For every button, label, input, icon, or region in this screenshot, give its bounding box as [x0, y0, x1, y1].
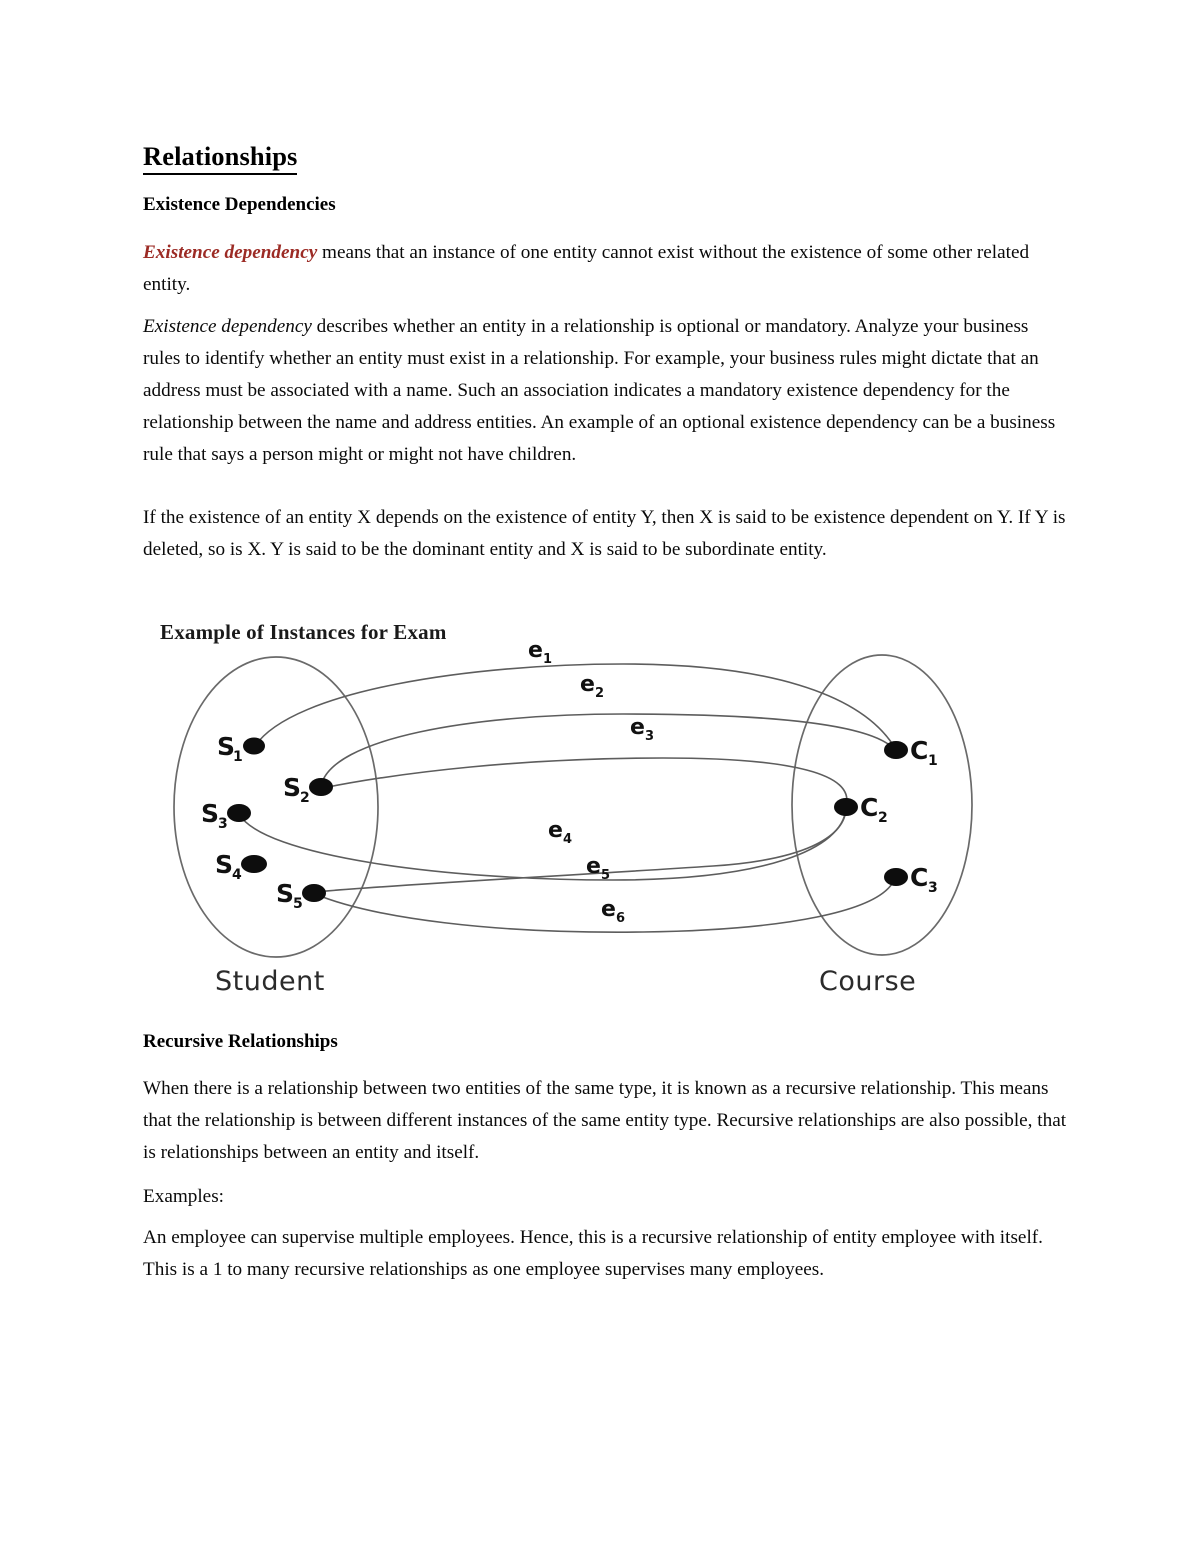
course-node-c1	[884, 736, 938, 769]
edge-label-e2-base: e	[580, 672, 595, 697]
edge-label-e6-base: e	[601, 897, 616, 922]
node-dot-s2	[309, 778, 333, 796]
node-label-c1-base: C	[910, 736, 929, 765]
edge-label-e1-base: e	[528, 638, 543, 663]
node-label-c3-sub: 3	[928, 880, 938, 896]
paragraph-employee-example: An employee can supervise multiple employees. Hence, this is a recursive relationship of entity employee with itself. This is a 1 to many recursive relationships as one employee supervises many employees.	[143, 1227, 1043, 1280]
edge-label-e4-sub: 4	[563, 832, 573, 847]
paragraph-recursive-definition: When there is a relationship between two entities of the same type, it is known as a recursive relationship. This means that the relationship is between different instances of the same entity type. Recursive relationships are also possible, that is relationships between an entity and itself.	[143, 1078, 1067, 1163]
node-label-s5-base: S	[276, 879, 295, 908]
student-node-s3	[201, 799, 251, 832]
student-node-s4	[215, 850, 267, 883]
figure-title: Example of Instances for Exam	[160, 620, 447, 644]
paragraph-2-body: describes whether an entity in a relationship is optional or mandatory. Analyze your business rules to identify whether an entity must exist in a relationship. For example, your business rules might dictate that an address must be associated with a name. Such an association indicates a mandatory existence dependency for the relationship between the name and address entities. An example of an optional existence dependency can be a business rule that says a person might or might not have children.	[143, 316, 1056, 465]
node-label-s1-base: S	[217, 732, 236, 761]
edge-label-e1	[528, 638, 552, 667]
student-node-s1	[217, 732, 265, 765]
node-dot-s3	[227, 804, 251, 822]
node-dot-c1	[884, 741, 908, 759]
node-dot-s4	[241, 855, 267, 873]
student-node-s5	[276, 879, 326, 912]
edge-label-e3-base: e	[630, 715, 645, 740]
edge-label-e6-sub: 6	[616, 911, 626, 926]
edge-label-e1-sub: 1	[543, 652, 553, 667]
course-entity-ellipse	[792, 655, 972, 955]
edge-e2-path	[321, 714, 895, 786]
section-heading-recursive-relationships: Recursive Relationships	[143, 1031, 338, 1052]
page-title: Relationships	[143, 142, 297, 175]
edge-e4-path	[239, 808, 846, 880]
node-dot-s1	[243, 738, 265, 755]
edge-label-e5-sub: 5	[601, 868, 611, 883]
node-label-s5-sub: 5	[293, 896, 303, 912]
node-label-s4-sub: 4	[232, 867, 242, 883]
node-label-c2-sub: 2	[878, 810, 888, 826]
node-label-s2-base: S	[283, 773, 302, 802]
edge-label-e4-base: e	[548, 818, 563, 843]
paragraph-dominant-subordinate: If the existence of an entity X depends on the existence of entity Y, then X is said to be existence dependent on Y. If Y is deleted, so is X. Y is said to be the dominant entity and X is said to be subordinate entity.	[143, 507, 1066, 560]
edge-label-e6	[601, 897, 625, 926]
edge-label-e5	[586, 854, 610, 883]
edge-label-e3-sub: 3	[645, 729, 655, 744]
edge-label-e2-sub: 2	[595, 686, 605, 701]
edge-e3-path	[323, 758, 847, 806]
node-label-c1-sub: 1	[928, 753, 938, 769]
student-set-label: Student	[215, 966, 325, 997]
course-set-label: Course	[819, 966, 917, 997]
term-existence-dependency-italic: Existence dependency	[143, 316, 312, 337]
paragraph-existence-dependency-definition	[143, 237, 1068, 301]
figure-instances-diagram	[143, 612, 1068, 1007]
node-label-c2-base: C	[860, 793, 879, 822]
instance-diagram-svg	[143, 612, 1068, 1007]
course-node-c3	[884, 863, 938, 896]
paragraph-1-body: means that an instance of one entity cannot exist without the existence of some other related entity.	[143, 242, 1030, 295]
node-label-s1-sub: 1	[233, 749, 243, 765]
node-dot-c3	[884, 868, 908, 886]
node-label-s2-sub: 2	[300, 790, 310, 806]
node-label-s3-sub: 3	[218, 816, 228, 832]
student-node-s2	[283, 773, 333, 806]
node-label-s4-base: S	[215, 850, 234, 879]
term-existence-dependency-highlight: Existence dependency	[143, 242, 318, 263]
edge-label-e4	[548, 818, 572, 847]
edge-label-e2	[580, 672, 604, 701]
node-label-s3-base: S	[201, 799, 220, 828]
node-dot-c2	[834, 798, 858, 816]
paragraph-existence-dependency-description	[143, 311, 1068, 471]
edge-label-e3	[630, 715, 654, 744]
node-label-c3-base: C	[910, 863, 929, 892]
node-dot-s5	[302, 884, 326, 902]
edge-label-e5-base: e	[586, 854, 601, 879]
section-heading-existence-dependencies: Existence Dependencies	[143, 194, 336, 215]
paragraph-examples-label: Examples:	[143, 1186, 224, 1207]
